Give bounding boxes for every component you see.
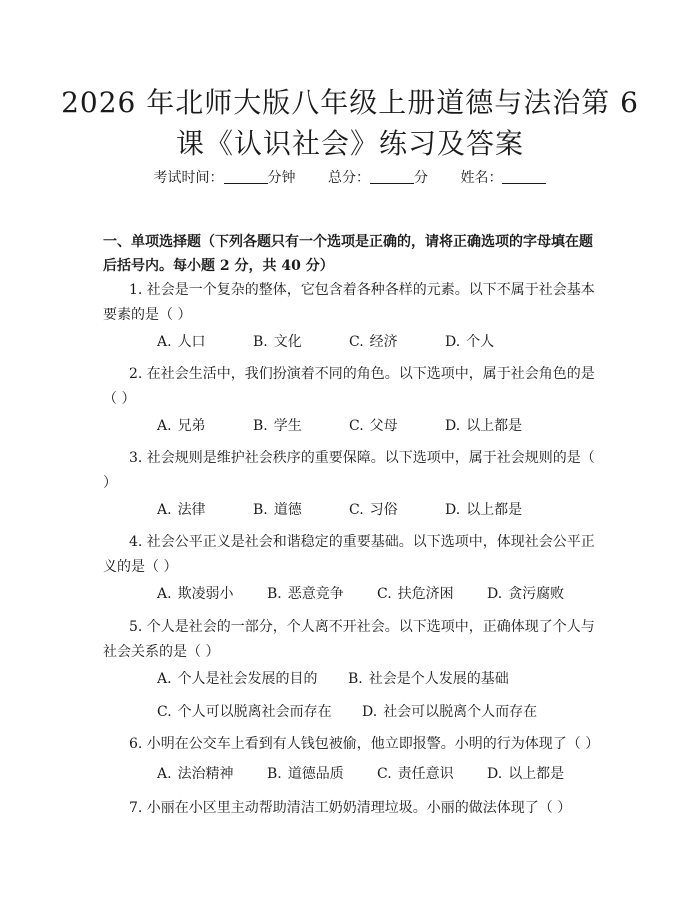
time-blank — [224, 169, 268, 184]
section-heading: 一、单项选择题（下列各题只有一个选项是正确的，请将正确选项的字母填在题后括号内。每小题 2 分，共 40 分） — [103, 234, 593, 274]
title-line-2: 课《认识社会》练习及答案 — [175, 127, 524, 160]
option-c: C. 责任意识 — [377, 766, 454, 782]
option-a: A. 欺凌弱小 — [157, 586, 234, 602]
option-d: D. 社会可以脱离个人而存在 — [362, 704, 538, 720]
total-score: 总分： 分 — [328, 170, 428, 186]
option-d: D. 贪污腐败 — [487, 586, 565, 602]
question-1: 1. 社会是一个复杂的整体，它包含着各种各样的元素。以下不属于社会基本要素的是（ ） — [103, 282, 595, 323]
option-d: D. 以上都是 — [445, 418, 523, 434]
question-3-options — [157, 500, 522, 520]
option-a: A. 兄弟 — [157, 418, 206, 434]
option-a: A. 法治精神 — [157, 766, 234, 782]
option-b: B. 社会是个人发展的基础 — [348, 671, 509, 687]
option-a: A. 人口 — [157, 334, 206, 350]
question-7: 7. 小丽在小区里主动帮助清洁工奶奶清理垃圾。小丽的做法体现了（ ） — [129, 800, 572, 816]
question-1-options — [157, 332, 494, 352]
question-5-options-row-2 — [157, 702, 537, 722]
option-a: A. 法律 — [157, 502, 206, 518]
question-2: 2. 在社会生活中，我们扮演着不同的角色。以下选项中，属于社会角色的是（ ） — [103, 366, 595, 407]
question-2-options — [157, 416, 522, 436]
option-d: D. 以上都是 — [445, 502, 523, 518]
option-b: B. 道德品质 — [267, 766, 344, 782]
question-5: 5. 个人是社会的一部分，个人离不开社会。以下选项中，正确体现了个人与社会关系的是（ ） — [103, 619, 595, 660]
exam-meta — [0, 168, 700, 188]
question-3: 3. 社会规则是维护社会秩序的重要保障。以下选项中，属于社会规则的是（ ） — [103, 450, 595, 491]
option-b: B. 文化 — [253, 334, 302, 350]
score-blank — [370, 169, 414, 184]
question-4: 4. 社会公平正义是社会和谐稳定的重要基础。以下选项中，体现社会公平正义的是（ ） — [103, 534, 595, 575]
question-4-options — [157, 584, 564, 604]
option-a: A. 个人是社会发展的目的 — [157, 671, 318, 687]
question-5-options-row-1 — [157, 669, 509, 689]
option-c: C. 父母 — [349, 418, 398, 434]
title-line-1: 2026 年北师大版八年级上册道德与法治第 6 — [61, 86, 639, 119]
option-b: B. 学生 — [253, 418, 302, 434]
name-blank — [502, 169, 546, 184]
option-c: C. 扶危济困 — [377, 586, 454, 602]
option-c: C. 经济 — [349, 334, 398, 350]
page-title — [60, 84, 640, 163]
student-name: 姓名： — [460, 170, 546, 186]
question-6-options — [157, 764, 564, 784]
option-b: B. 道德 — [253, 502, 302, 518]
option-b: B. 恶意竞争 — [267, 586, 344, 602]
option-d: D. 以上都是 — [487, 766, 565, 782]
option-c: C. 习俗 — [349, 502, 398, 518]
exam-time: 考试时间： 分钟 — [153, 170, 296, 186]
question-6: 6. 小明在公交车上看到有人钱包被偷，他立即报警。小明的行为体现了（ ） — [129, 736, 600, 752]
option-c: C. 个人可以脱离社会而存在 — [157, 704, 332, 720]
option-d: D. 个人 — [445, 334, 495, 350]
